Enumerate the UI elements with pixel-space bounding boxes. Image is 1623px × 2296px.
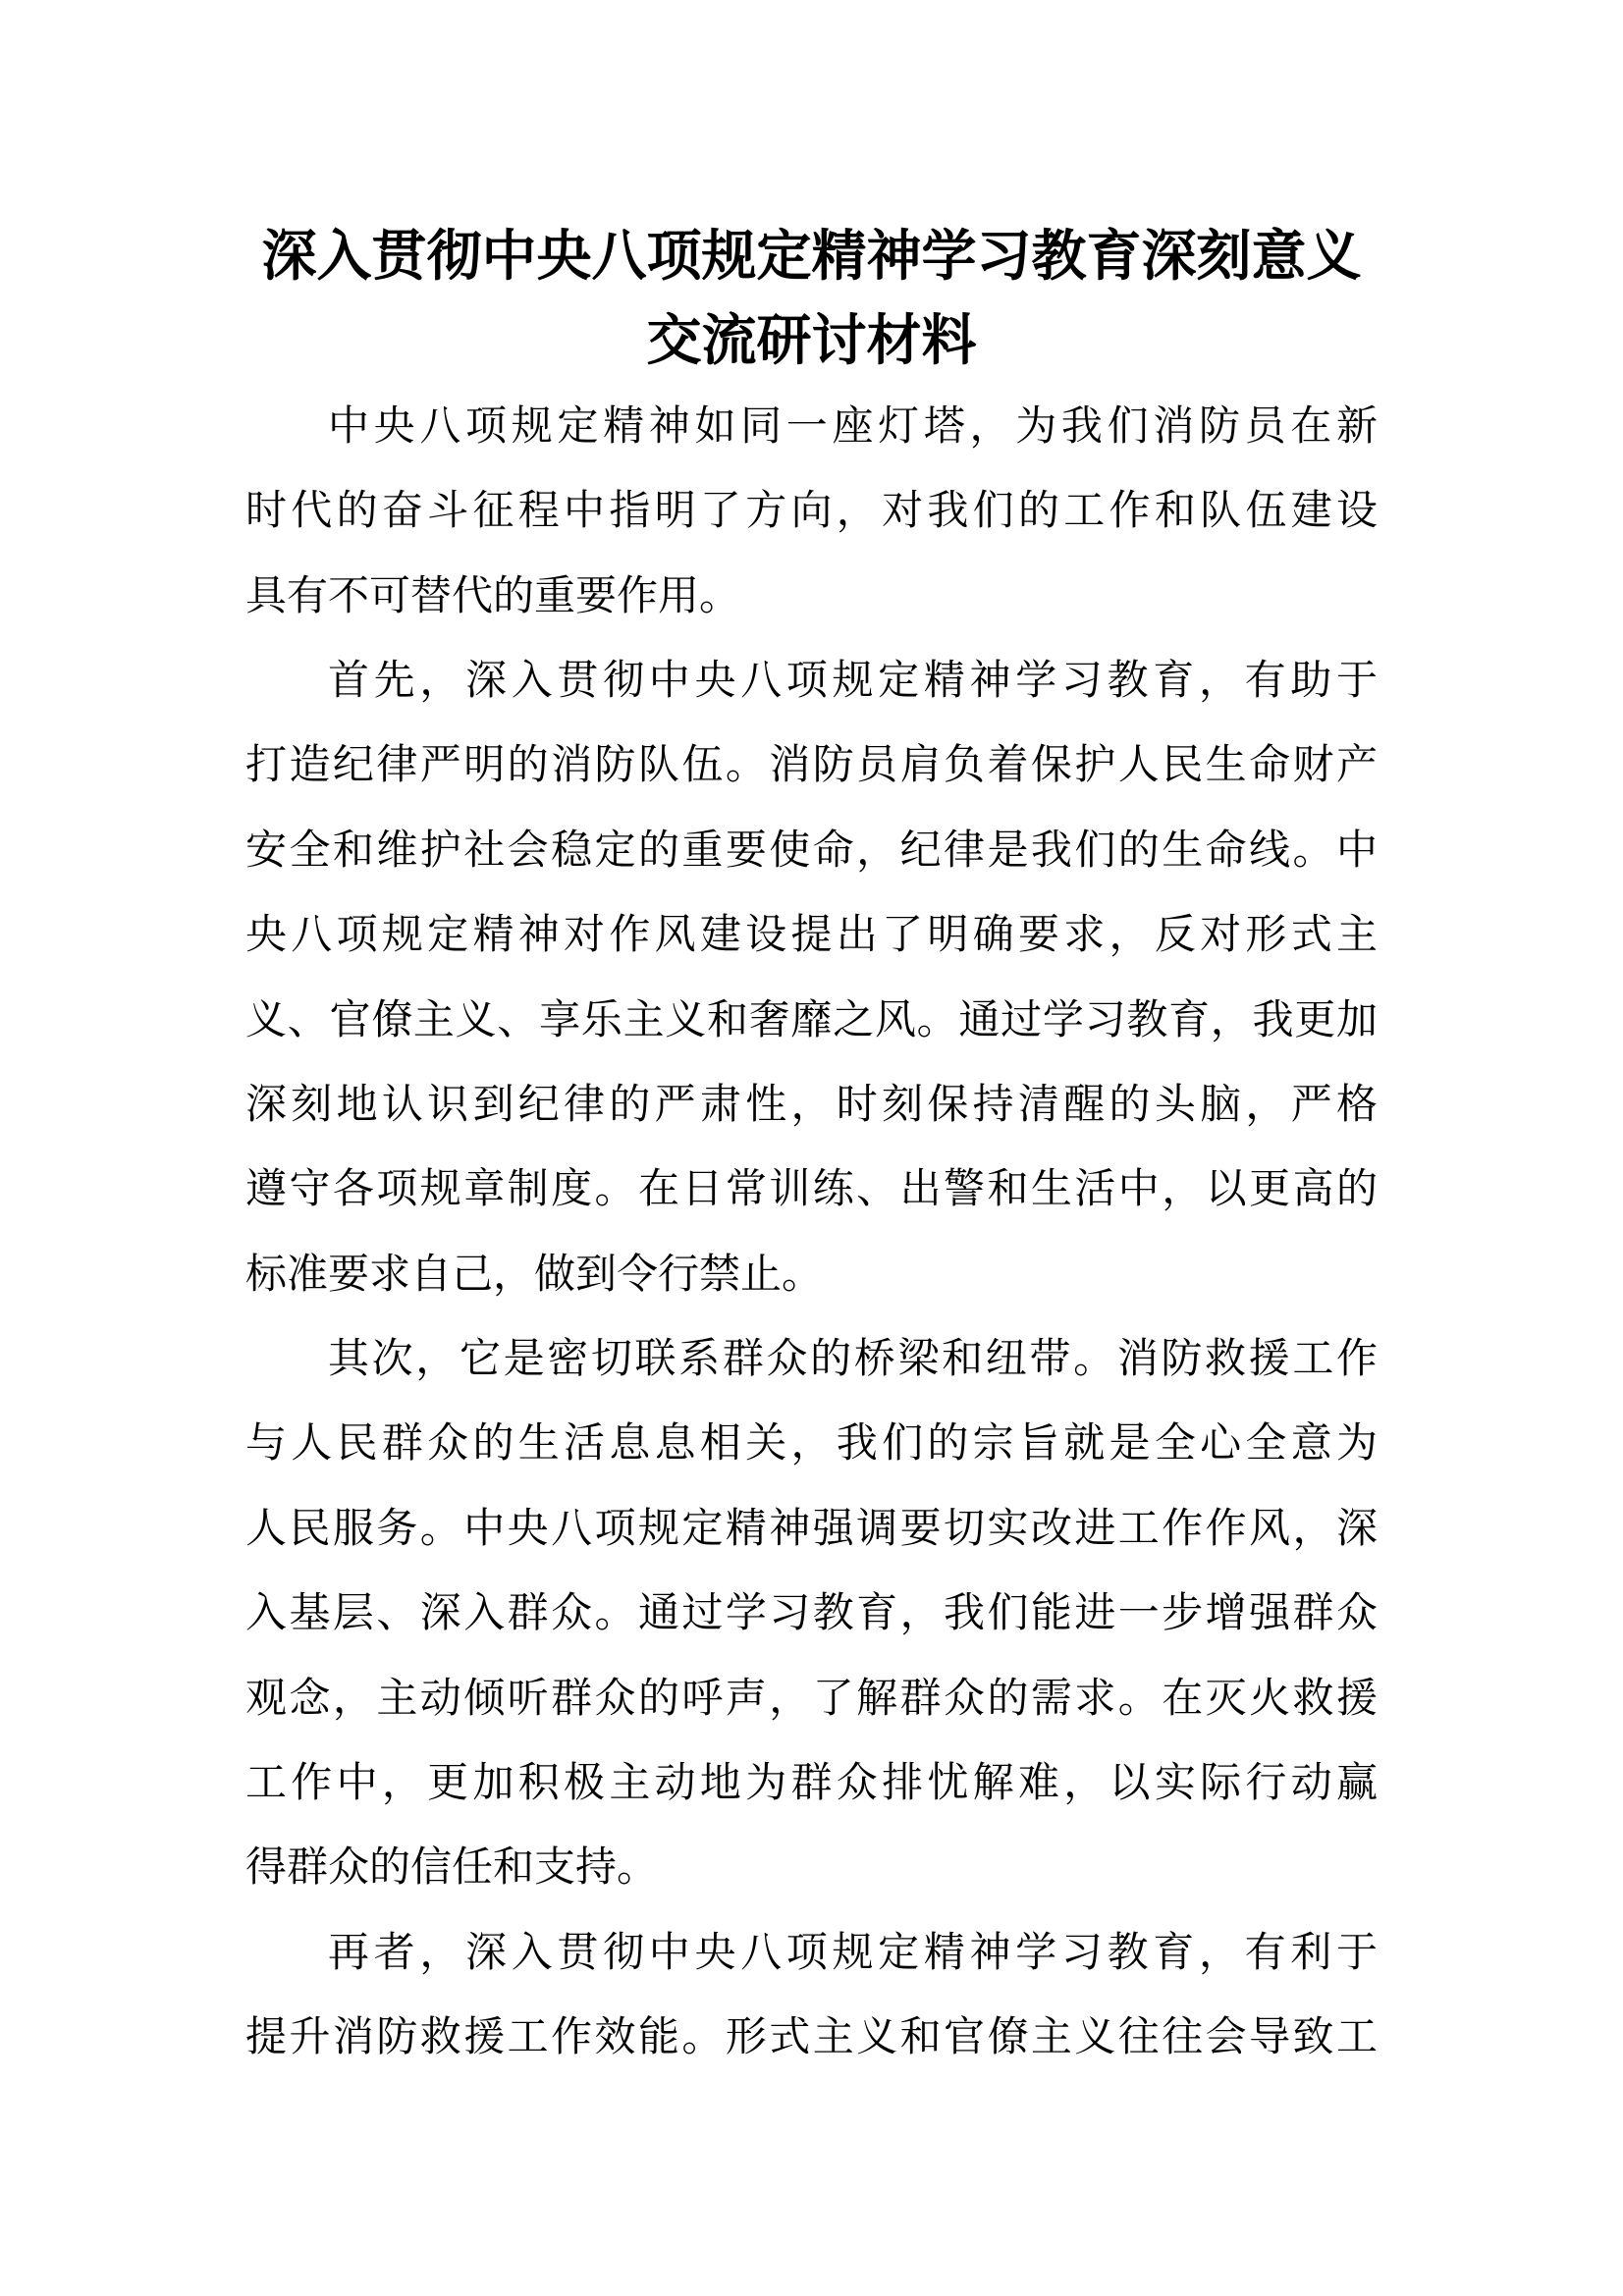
body-line: 深刻地认识到纪律的严肃性，时刻保持清醒的头脑，严格: [245, 1080, 1378, 1127]
body-line: 与人民群众的生活息息相关，我们的宗旨就是全心全意为: [245, 1419, 1378, 1467]
body-line: 人民服务。中央八项规定精神强调要切实改进工作作风，深: [245, 1504, 1378, 1551]
body-line: 首先，深入贯彻中央八项规定精神学习教育，有助于: [328, 656, 1378, 703]
body-line: 其次，它是密切联系群众的桥梁和纽带。消防救援工作: [328, 1335, 1378, 1382]
body-line: 央八项规定精神对作风建设提出了明确要求，反对形式主: [245, 911, 1378, 958]
body-line: 遵守各项规章制度。在日常训练、出警和生活中，以更高的: [245, 1165, 1378, 1212]
body-line: 再者，深入贯彻中央八项规定精神学习教育，有利于: [328, 1928, 1378, 1975]
body-line: 安全和维护社会稳定的重要使命，纪律是我们的生命线。中: [245, 826, 1378, 873]
body-line: 入基层、深入群众。通过学习教育，我们能进一步增强群众: [245, 1589, 1378, 1636]
body-line: 中央八项规定精神如同一座灯塔，为我们消防员在新: [328, 401, 1378, 449]
body-line: 打造纪律严明的消防队伍。消防员肩负着保护人民生命财产: [245, 741, 1378, 788]
body-line: 标准要求自己，做到令行禁止。: [245, 1250, 824, 1297]
body-line: 时代的奋斗征程中指明了方向，对我们的工作和队伍建设: [245, 487, 1378, 534]
document-title-line-1: 深入贯彻中央八项规定精神学习教育深刻意义: [261, 225, 1362, 287]
body-line: 提升消防救援工作效能。形式主义和官僚主义往往会导致工: [245, 2013, 1378, 2060]
body-line: 得群众的信任和支持。: [245, 1843, 659, 1891]
body-line: 工作中，更加积极主动地为群众排忧解难，以实际行动赢: [245, 1759, 1378, 1806]
body-line: 具有不可替代的重要作用。: [245, 571, 741, 618]
document-content: [245, 214, 1378, 2080]
document-body: [245, 384, 1378, 2080]
document-title-line-2: 交流研讨材料: [646, 309, 977, 372]
document-title: [245, 214, 1378, 384]
body-line: 观念，主动倾听群众的呼声，了解群众的需求。在灭火救援: [245, 1674, 1378, 1721]
body-line: 义、官僚主义、享乐主义和奢靡之风。通过学习教育，我更加: [245, 995, 1378, 1042]
